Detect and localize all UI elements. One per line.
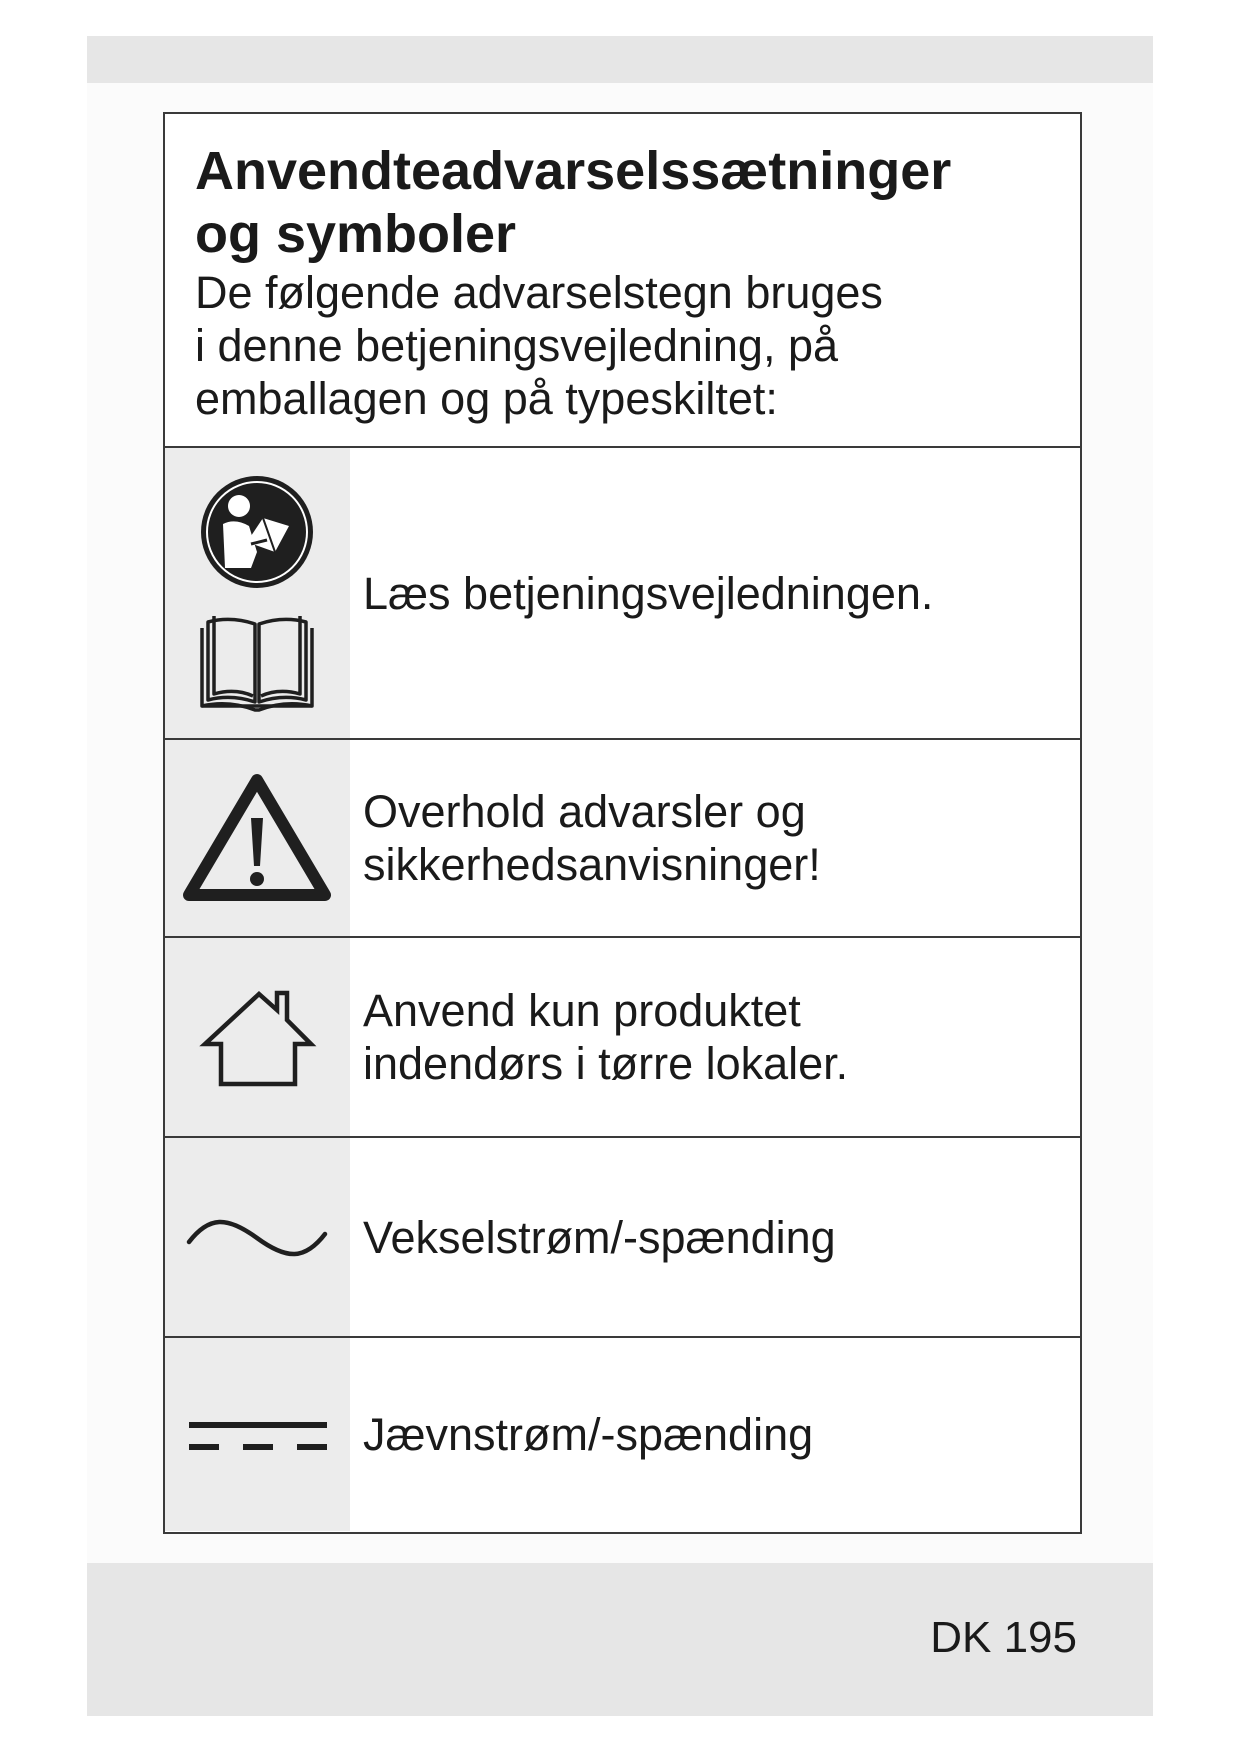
section-title-line-1: Anvendteadvarselssætninger xyxy=(195,141,952,201)
page-number: DK 195 xyxy=(930,1613,1077,1662)
symbol-description-line-1: Læs betjeningsvejledningen. xyxy=(363,567,934,619)
symbol-description xyxy=(363,448,1060,738)
read-manual-icon xyxy=(165,448,350,740)
warning-triangle-icon xyxy=(165,740,350,938)
section-intro-line-1: De følgende advarselstegn bruges xyxy=(195,267,883,318)
section-intro-line-2: i denne betjeningsvejledning, på xyxy=(195,320,839,371)
top-band xyxy=(87,36,1153,83)
section-intro xyxy=(195,266,1052,425)
symbol-description-line-1: Anvend kun produktet xyxy=(363,985,801,1036)
symbol-description xyxy=(363,938,1060,1136)
symbol-description-line-1: Jævnstrøm/-spænding xyxy=(363,1409,814,1460)
symbol-description-line-2: indendørs i tørre lokaler. xyxy=(363,1038,849,1089)
symbol-description-line-1: Vekselstrøm/-spænding xyxy=(363,1211,836,1263)
symbol-row-alternating-current xyxy=(165,1138,1080,1338)
symbol-description xyxy=(363,1338,1060,1531)
symbol-description xyxy=(363,1138,1060,1336)
section-title xyxy=(195,140,1052,266)
alternating-current-icon xyxy=(165,1138,350,1338)
table-header xyxy=(165,114,1080,448)
direct-current-icon xyxy=(165,1338,350,1531)
footer-band xyxy=(87,1563,1153,1716)
icon-cell xyxy=(165,1338,350,1531)
symbol-row-direct-current xyxy=(165,1338,1080,1531)
icon-cell xyxy=(165,448,350,738)
symbol-description xyxy=(363,740,1060,936)
symbol-description-line-1: Overhold advarsler og xyxy=(363,786,806,837)
icon-cell xyxy=(165,740,350,936)
symbol-description-line-2: sikkerhedsanvisninger! xyxy=(363,839,821,890)
house-icon xyxy=(165,938,350,1138)
section-title-line-2: og symboler xyxy=(195,204,517,264)
symbol-row-warning xyxy=(165,740,1080,938)
icon-cell xyxy=(165,1138,350,1336)
symbols-table xyxy=(163,112,1082,1534)
symbol-row-indoor xyxy=(165,938,1080,1138)
section-intro-line-3: emballagen og på typeskiltet: xyxy=(195,373,778,424)
symbol-row-read-manual xyxy=(165,448,1080,740)
icon-cell xyxy=(165,938,350,1136)
